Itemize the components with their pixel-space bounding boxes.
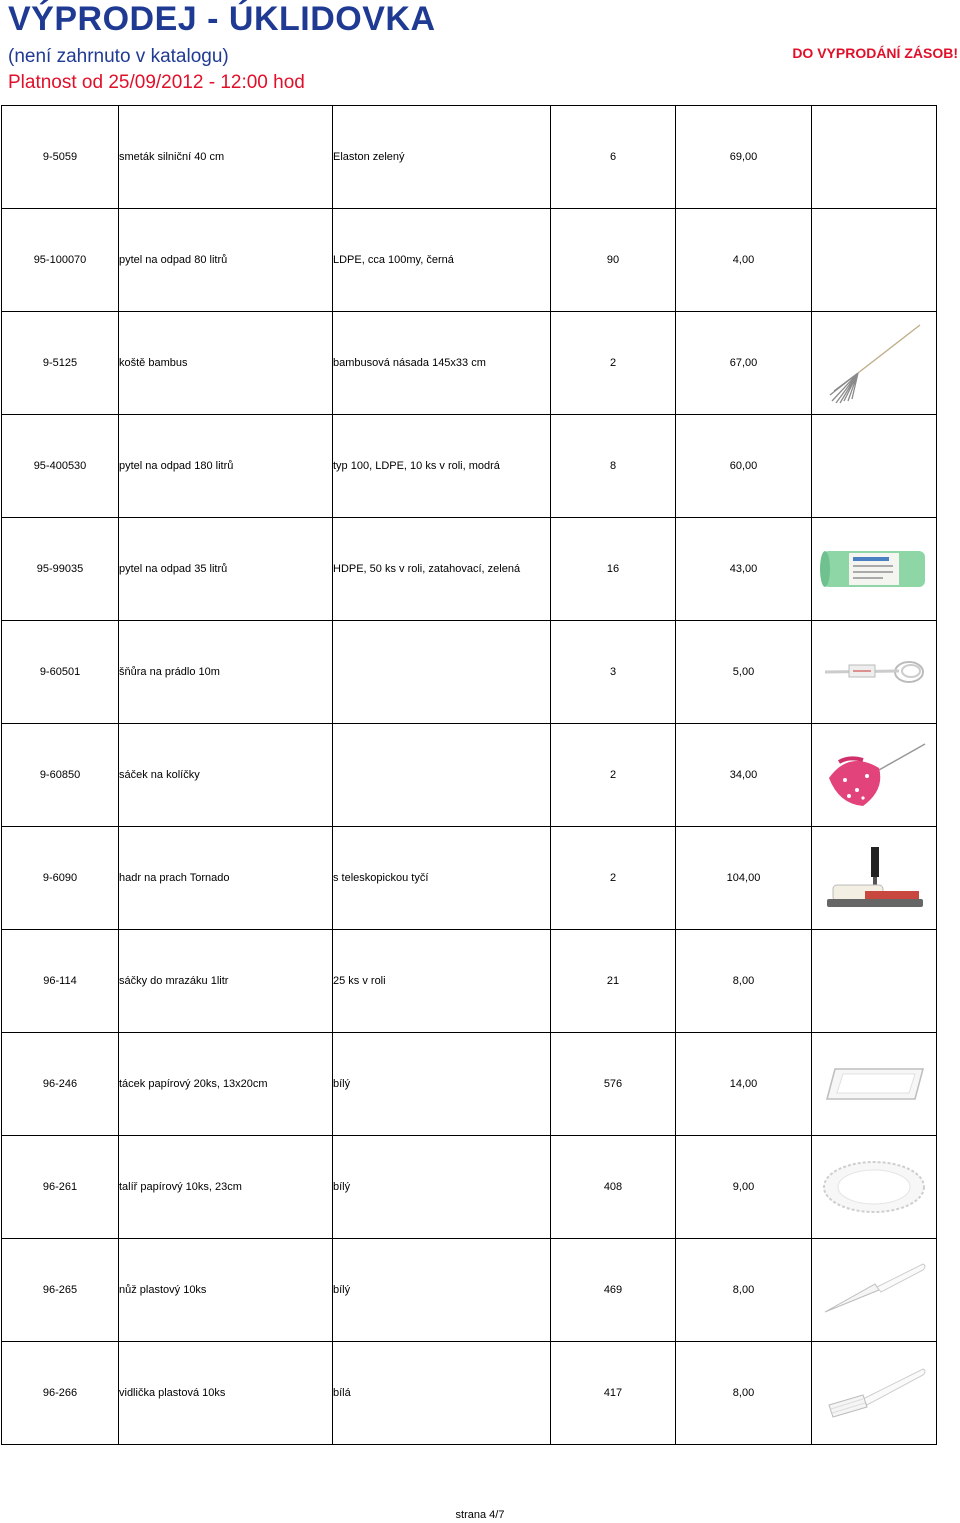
peg-bag-icon — [812, 740, 936, 810]
item-quantity: 417 — [551, 1342, 676, 1445]
item-name: smeták silniční 40 cm — [119, 106, 333, 209]
item-image — [812, 518, 937, 621]
item-description: s teleskopickou tyčí — [333, 827, 551, 930]
item-price: 104,00 — [676, 827, 812, 930]
item-image — [812, 930, 937, 1033]
page-title: VÝPRODEJ - ÚKLIDOVKA — [8, 0, 436, 38]
item-quantity: 2 — [551, 724, 676, 827]
item-quantity: 21 — [551, 930, 676, 1033]
item-price: 67,00 — [676, 312, 812, 415]
item-image — [812, 209, 937, 312]
item-image — [812, 312, 937, 415]
page-number: strana 4/7 — [455, 1509, 505, 1521]
paper-tray-icon — [812, 1065, 936, 1103]
item-code: 96-246 — [2, 1033, 119, 1136]
table-row — [2, 1033, 937, 1136]
item-price: 34,00 — [676, 724, 812, 827]
item-name: vidlička plastová 10ks — [119, 1342, 333, 1445]
item-name: pytel na odpad 180 litrů — [119, 415, 333, 518]
item-image — [812, 724, 937, 827]
item-code: 96-266 — [2, 1342, 119, 1445]
item-quantity: 2 — [551, 827, 676, 930]
item-price: 9,00 — [676, 1136, 812, 1239]
item-name: šňůra na prádlo 10m — [119, 621, 333, 724]
item-price: 8,00 — [676, 1239, 812, 1342]
mop-icon — [812, 845, 936, 911]
catalog-note: (není zahrnuto v katalogu) — [8, 46, 229, 67]
table-row — [2, 209, 937, 312]
item-price: 8,00 — [676, 930, 812, 1033]
item-description: bílý — [333, 1239, 551, 1342]
sale-note: DO VYPRODÁNÍ ZÁSOB! — [792, 45, 958, 61]
item-name: nůž plastový 10ks — [119, 1239, 333, 1342]
item-quantity: 408 — [551, 1136, 676, 1239]
table-row — [2, 415, 937, 518]
table-row — [2, 930, 937, 1033]
item-code: 96-114 — [2, 930, 119, 1033]
item-code: 9-60850 — [2, 724, 119, 827]
item-description: bílá — [333, 1342, 551, 1445]
paper-plate-icon — [812, 1159, 936, 1215]
item-name: sáček na kolíčky — [119, 724, 333, 827]
table-row — [2, 518, 937, 621]
table-row — [2, 621, 937, 724]
item-image — [812, 1239, 937, 1342]
item-price: 5,00 — [676, 621, 812, 724]
item-name: pytel na odpad 80 litrů — [119, 209, 333, 312]
item-code: 96-265 — [2, 1239, 119, 1342]
plastic-fork-icon — [812, 1365, 936, 1421]
item-code: 95-400530 — [2, 415, 119, 518]
item-quantity: 16 — [551, 518, 676, 621]
item-quantity: 3 — [551, 621, 676, 724]
item-code: 9-60501 — [2, 621, 119, 724]
item-code: 9-6090 — [2, 827, 119, 930]
table-row — [2, 724, 937, 827]
item-image — [812, 1342, 937, 1445]
item-code: 9-5059 — [2, 106, 119, 209]
broom-icon — [812, 321, 936, 405]
item-description: bílý — [333, 1136, 551, 1239]
item-code: 95-100070 — [2, 209, 119, 312]
item-image — [812, 827, 937, 930]
item-price: 43,00 — [676, 518, 812, 621]
item-name: pytel na odpad 35 litrů — [119, 518, 333, 621]
validity-date: Platnost od 25/09/2012 - 12:00 hod — [8, 72, 305, 93]
item-description: typ 100, LDPE, 10 ks v roli, modrá — [333, 415, 551, 518]
item-description: LDPE, cca 100my, černá — [333, 209, 551, 312]
table-row — [2, 1239, 937, 1342]
item-name: tácek papírový 20ks, 13x20cm — [119, 1033, 333, 1136]
item-name: hadr na prach Tornado — [119, 827, 333, 930]
item-description — [333, 724, 551, 827]
item-image — [812, 1136, 937, 1239]
item-price: 60,00 — [676, 415, 812, 518]
item-code: 9-5125 — [2, 312, 119, 415]
clothesline-icon — [812, 657, 936, 687]
item-description: bílý — [333, 1033, 551, 1136]
item-image — [812, 621, 937, 724]
item-description: 25 ks v roli — [333, 930, 551, 1033]
item-image — [812, 106, 937, 209]
item-price: 69,00 — [676, 106, 812, 209]
item-code: 96-261 — [2, 1136, 119, 1239]
item-name: sáčky do mrazáku 1litr — [119, 930, 333, 1033]
item-description: HDPE, 50 ks v roli, zatahovací, zelená — [333, 518, 551, 621]
item-description: bambusová násada 145x33 cm — [333, 312, 551, 415]
item-price: 8,00 — [676, 1342, 812, 1445]
item-quantity: 2 — [551, 312, 676, 415]
table-row — [2, 312, 937, 415]
table-row — [2, 827, 937, 930]
item-image — [812, 1033, 937, 1136]
table-row — [2, 1342, 937, 1445]
item-description — [333, 621, 551, 724]
item-code: 95-99035 — [2, 518, 119, 621]
item-image — [812, 415, 937, 518]
item-quantity: 469 — [551, 1239, 676, 1342]
table-row — [2, 106, 937, 209]
item-quantity: 6 — [551, 106, 676, 209]
item-price: 14,00 — [676, 1033, 812, 1136]
item-quantity: 576 — [551, 1033, 676, 1136]
plastic-knife-icon — [812, 1262, 936, 1318]
product-table — [1, 105, 937, 1445]
item-quantity: 90 — [551, 209, 676, 312]
item-name: talíř papírový 10ks, 23cm — [119, 1136, 333, 1239]
bag-roll-icon — [812, 547, 936, 591]
item-name: koště bambus — [119, 312, 333, 415]
item-quantity: 8 — [551, 415, 676, 518]
item-description: Elaston zelený — [333, 106, 551, 209]
item-price: 4,00 — [676, 209, 812, 312]
table-row — [2, 1136, 937, 1239]
